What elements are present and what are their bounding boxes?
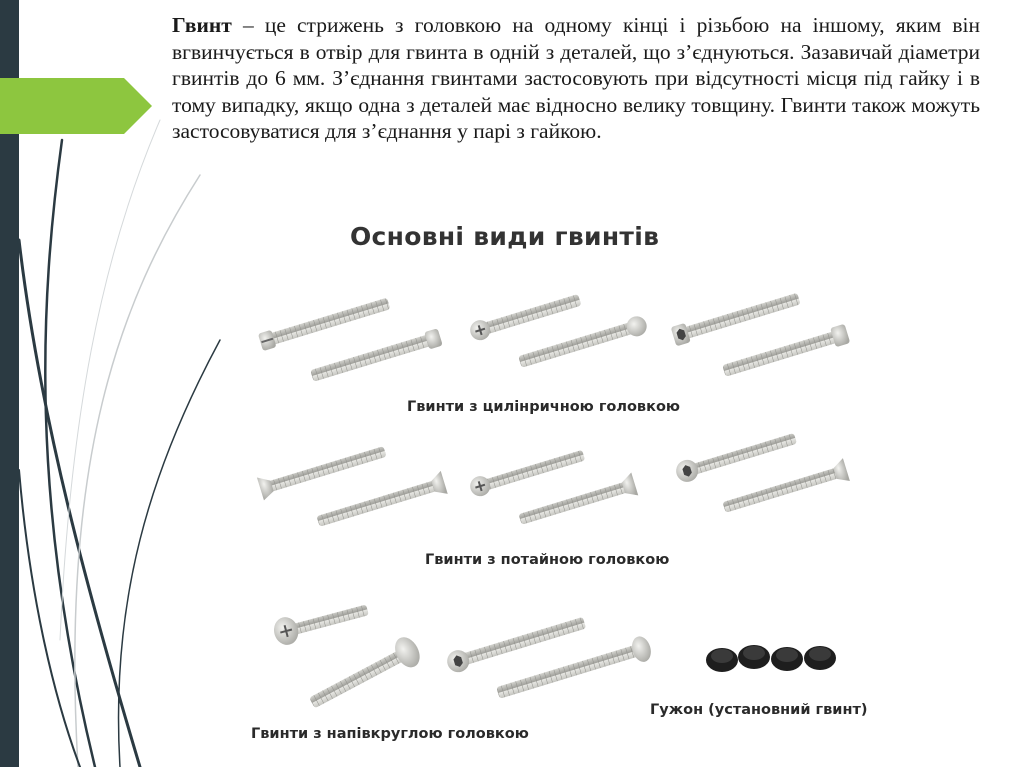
term-screw: Гвинт — [172, 13, 232, 37]
label-set-screw: Гужон (установний гвинт) — [650, 702, 868, 718]
figure-title: Основні види гвинтів — [350, 222, 660, 251]
hex-socket-icon — [671, 289, 802, 346]
label-pan-head: Гвинти з напівкруглою головкою — [251, 726, 529, 742]
label-cylinder-head: Гвинти з цилінричною головкою — [407, 399, 681, 415]
phillips-head-icon — [468, 290, 583, 342]
slotted-head-icon — [258, 295, 391, 351]
set-screw-icon — [706, 645, 836, 672]
definition-text: – це стрижень з головкою на одному кінці і різьбою на іншому, яким він вгвинчується в отвір для гвинта в одній з деталей, що з’єднуються. Зазавичай діаметри гвинтів до 6 мм. З’єднання гвинтами застосовують при відсутності місця під гайку і в тому випадку, якщо одна з деталей має відносно велику товщину. Гвинти також можуть застосовуватися для з’єднання у парі з гайкою. — [172, 13, 980, 144]
label-countersunk-head: Гвинти з потайною головкою — [425, 552, 670, 568]
